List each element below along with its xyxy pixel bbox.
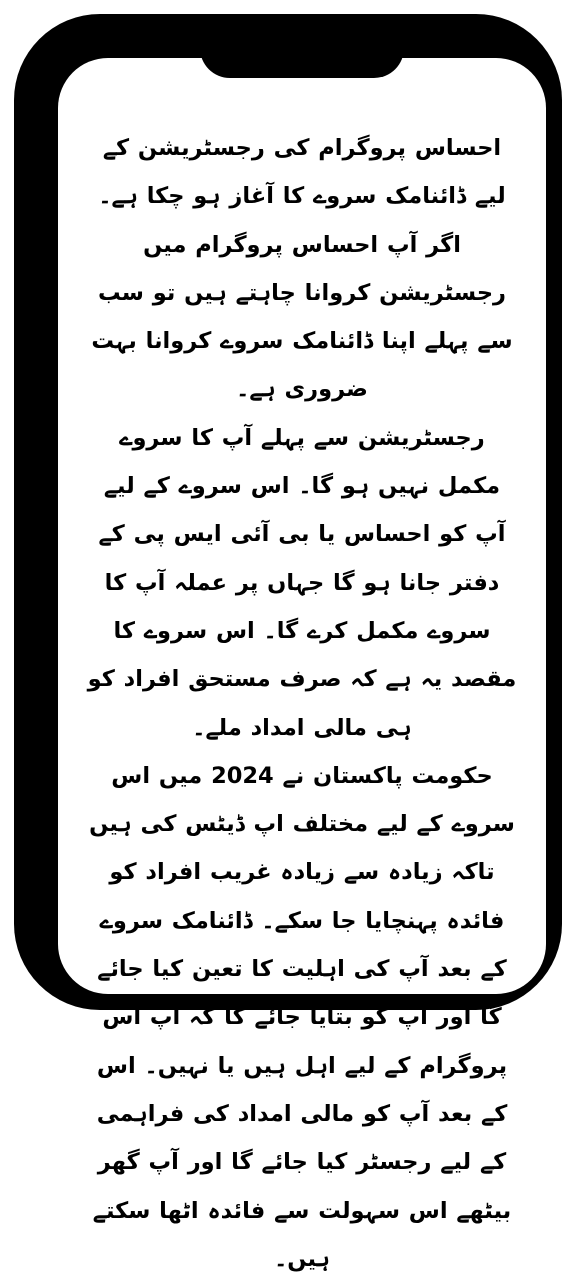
phone-notch [200, 28, 404, 78]
paragraph-registration-survey: احساس پروگرام کی رجسٹریشن کے لیے ڈائنامک سروے کا آغاز ہو چکا ہے۔ اگر آپ احساس پروگرام میں رجسٹریشن کروانا چاہتے ہیں تو سب سے پہلے اپنا ڈائنامک سروے کروانا بہت ضروری ہے۔ [91, 135, 513, 403]
article-text [86, 124, 518, 1283]
phone-screen [58, 58, 546, 1272]
paragraph-government-updates: حکومت پاکستان نے 2024 میں اس سروے کے لیے مختلف اپ ڈیٹس کی ہیں تاکہ زیادہ سے زیادہ غریب افراد کو فائدہ پہنچایا جا سکے۔ ڈائنامک سروے کے بعد آپ کی اہلیت کا تعین کیا جائے گا اور آپ کو بتایا جائے گا کہ آپ اس پروگرام کے لیے اہل ہیں یا نہیں۔ اس کے بعد آپ کو مالی امداد کی فراہمی کے لیے رجسٹر کیا جائے گا اور آپ گھر بیٹھے اس سہولت سے فائدہ اٹھا سکتے ہیں۔ [89, 762, 515, 1272]
paragraph-survey-completion: رجسٹریشن سے پہلے آپ کا سروے مکمل نہیں ہو گا۔ اس سروے کے لیے آپ کو احساس یا بی آئی ایس پی کے دفتر جانا ہو گا جہاں پر عملہ آپ کا سروے مکمل کرے گا۔ اس سروے کا مقصد یہ ہے کہ صرف مستحق افراد کو ہی مالی امداد ملے۔ [87, 424, 517, 741]
phone-frame [14, 14, 562, 1272]
